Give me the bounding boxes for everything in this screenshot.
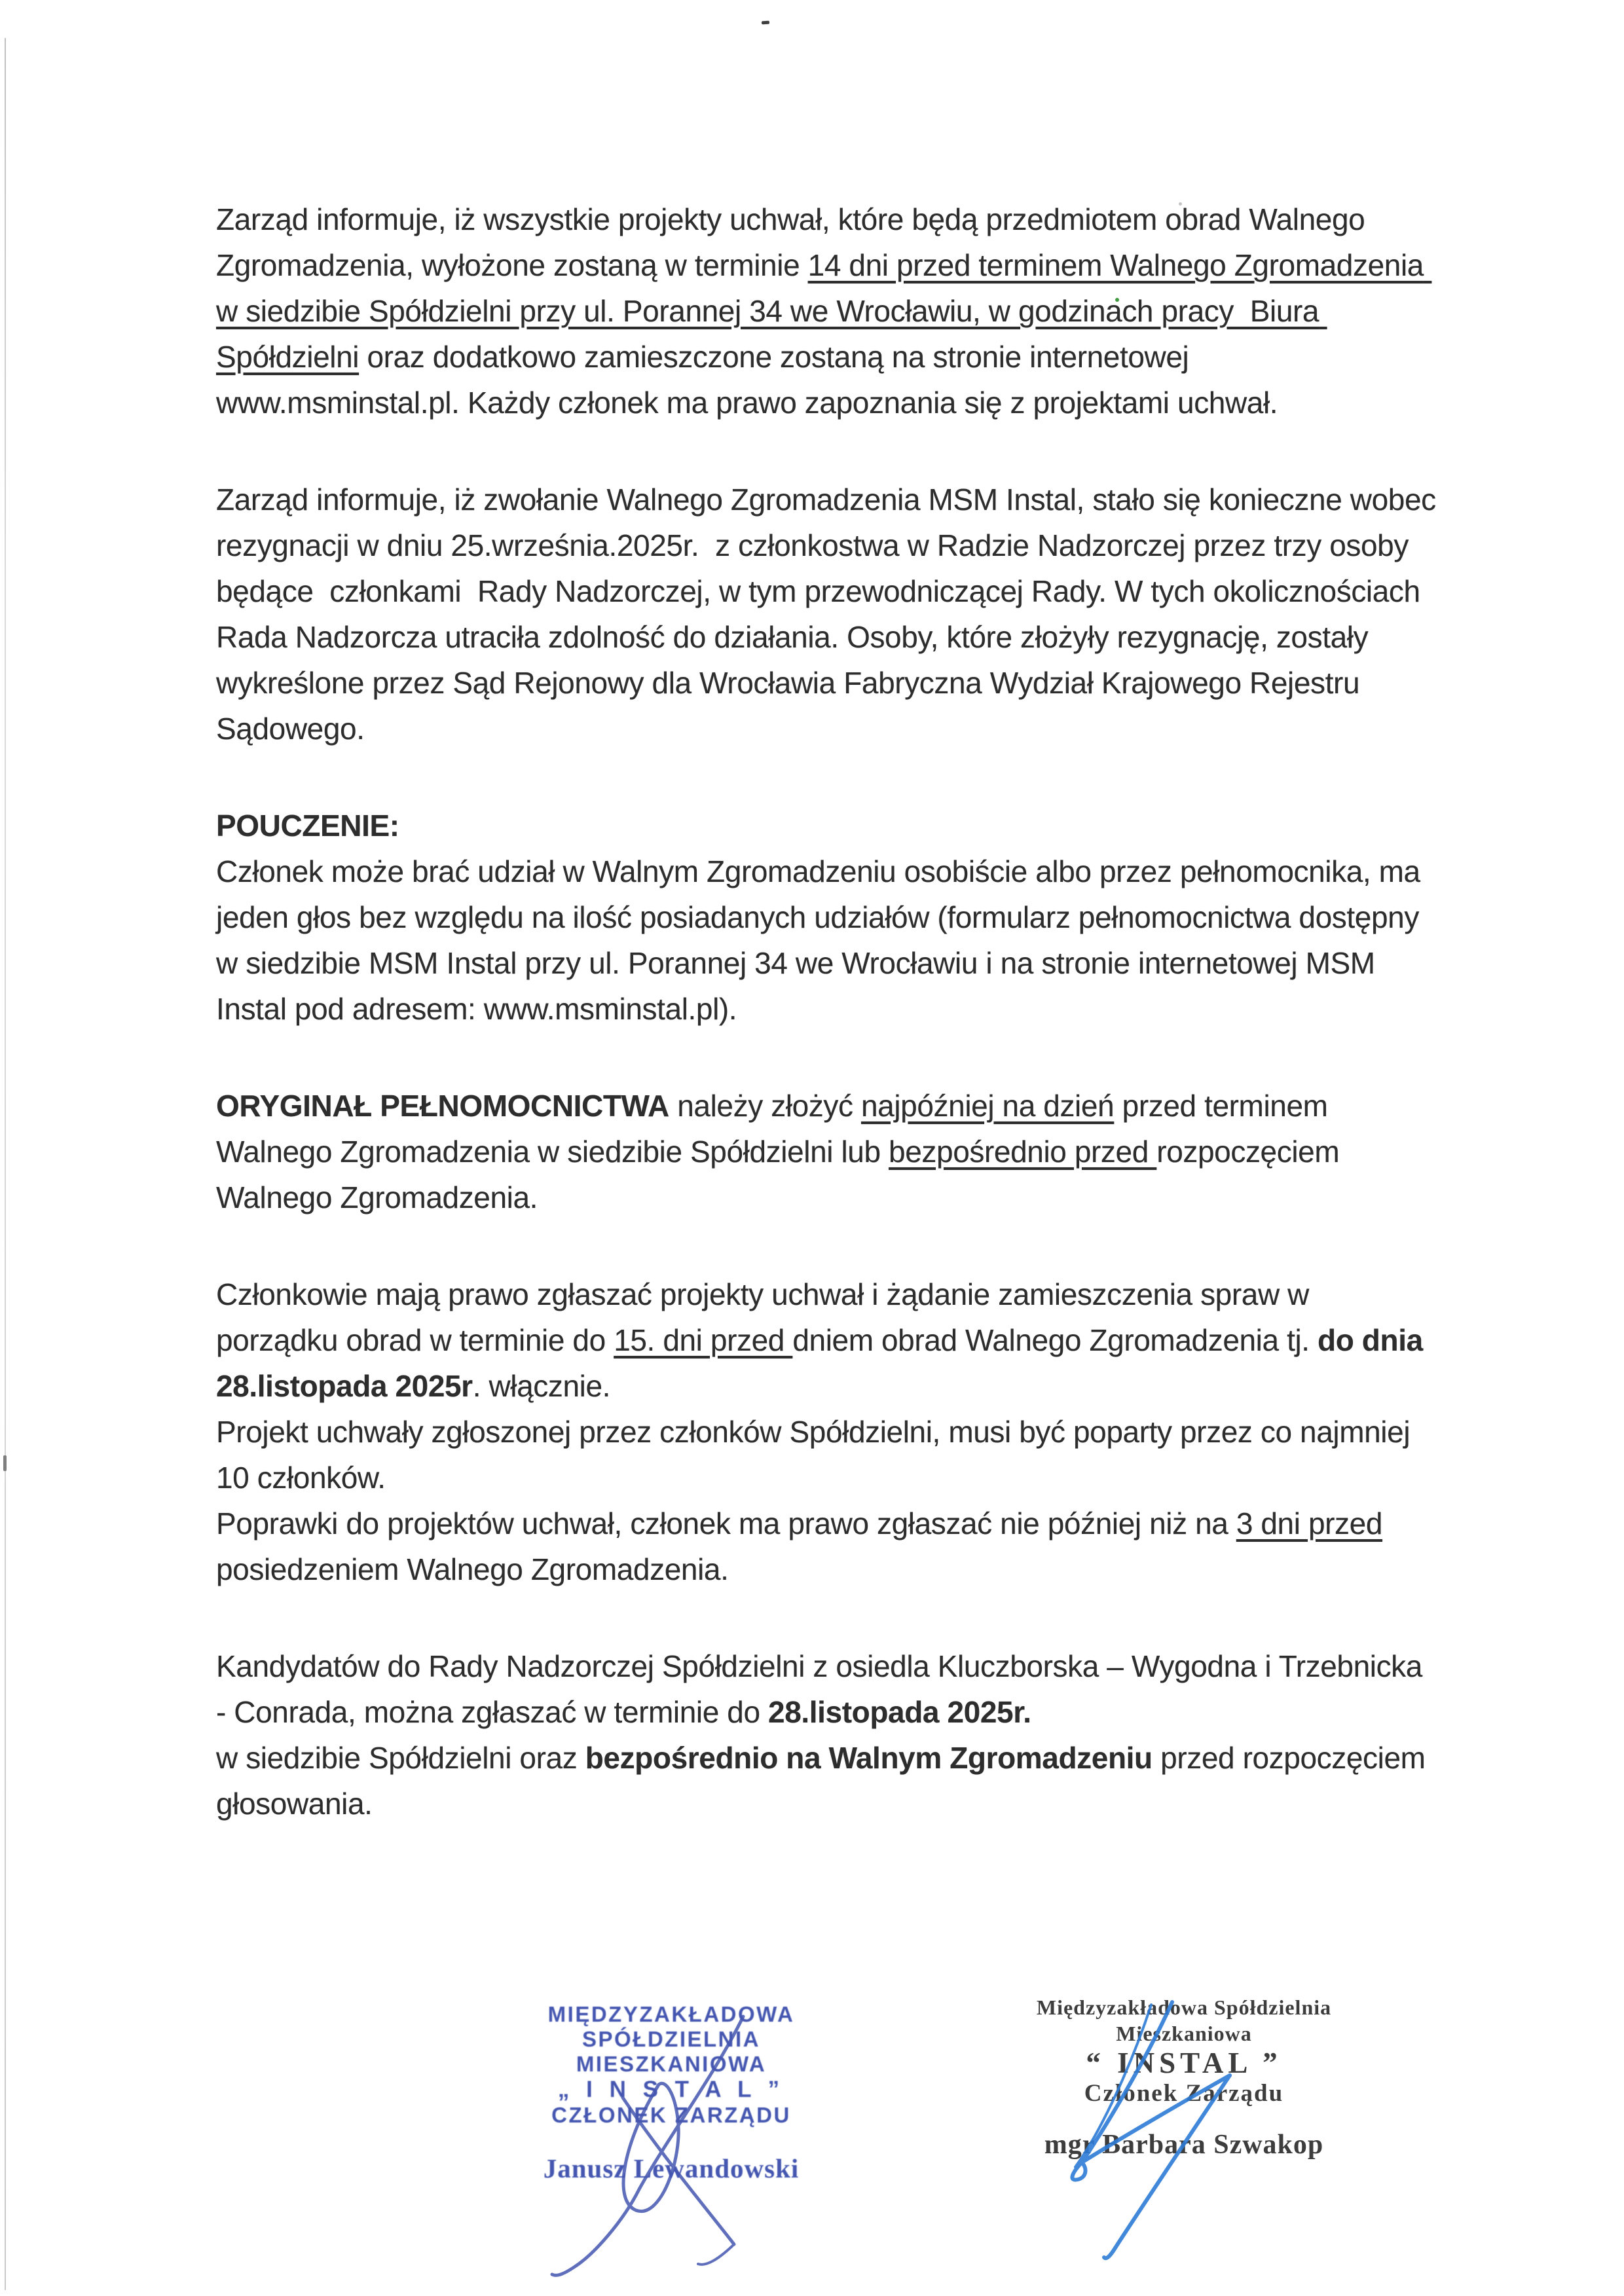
- text-run: bezpośrednio na Walnym Zgromadzeniu: [585, 1741, 1153, 1775]
- scan-speck: [762, 21, 769, 25]
- text-run: do dnia 28.listopada 2025r: [216, 1323, 1431, 1403]
- text-run: . włącznie.: [472, 1369, 611, 1403]
- text-run: Kandydatów do Rady Nadzorczej Spółdzielni z osiedla Kluczborska – Wygodna i Trzebnicka - Conrada, można zgłaszać w terminie do: [216, 1649, 1431, 1729]
- text-run: najpóźniej na dzień: [860, 1089, 1115, 1123]
- text-run: dniem obrad Walnego Zgromadzenia tj.: [792, 1323, 1318, 1357]
- text-run: przed terminem Walnego Zgromadzenia w siedzibie Spółdzielni lub: [216, 1089, 1336, 1169]
- text-run: Członkowie mają prawo zgłaszać projekty uchwał i żądanie zamieszczenia spraw w porządku obrad w terminie do: [216, 1277, 1318, 1357]
- signer-name: mgr Barbara Szwakop: [1044, 2130, 1324, 2160]
- paragraph-motions-deadline: [216, 1271, 1437, 1592]
- text-run: 15. dni przed: [614, 1323, 793, 1357]
- paragraph-proxy-original: [216, 1083, 1437, 1220]
- paragraph-projects-display: [216, 196, 1437, 426]
- text-run: rozpoczęciem Walnego Zgromadzenia.: [216, 1135, 1348, 1214]
- stamp-line: MIĘDZYZAKŁADOWA: [547, 2002, 795, 2026]
- text-run: w siedzibie Spółdzielni oraz: [216, 1741, 585, 1775]
- stamp-line: „ I N S T A L ”: [557, 2077, 785, 2102]
- text-run: posiedzeniem Walnego Zgromadzenia.: [216, 1506, 1391, 1586]
- text-run: oraz dodatkowo zamieszczone zostaną na stronie internetowej www.msminstal.pl. Każdy członek ma prawo zapoznania się z projektami uchwał.: [216, 340, 1278, 420]
- right-company-stamp: [974, 1994, 1393, 2160]
- stamp-line: CZŁONEK ZARZĄDU: [551, 2103, 791, 2127]
- text-run: Projekt uchwały zgłoszonej przez członków Spółdzielni, musi być poparty przez co najmniej 10 członków.: [216, 1415, 1418, 1495]
- stamp-line: Członek Zarządu: [1084, 2080, 1284, 2107]
- paragraph-convocation-reason: [216, 477, 1445, 752]
- text-run: bezpośrednio przed: [889, 1135, 1157, 1169]
- signer-name: Janusz Lewandowski: [543, 2153, 800, 2183]
- text-run: 3 dni przed: [1236, 1506, 1383, 1540]
- text-run: ORYGINAŁ PEŁNOMOCNICTWA: [216, 1089, 669, 1123]
- text-run: Członek może brać udział w Walnym Zgromadzeniu osobiście albo przez pełnomocnika, ma jeden głos bez względu na ilość posiadanych udziałów (formularz pełnomocnictwa dostępny w siedzibie MSM Instal przy ul. Porannej 34 we Wrocławiu i na stronie internetowej MSM Instal pod adresem: www.msminstal.pl).: [216, 854, 1429, 1026]
- text-run: Poprawki do projektów uchwał, członek ma prawo zgłaszać nie później niż na: [216, 1506, 1236, 1540]
- text-run: Zarząd informuje, iż zwołanie Walnego Zgromadzenia MSM Instal, stało się konieczne wobec rezygnacji w dniu 25.września.2025r. z członkostwa w Radzie Nadzorczej przez trzy osoby będące członkami Rady Nadzorczej, w tym przewodniczącej Rady. W tych okolicznościach Rada Nadzorcza utraciła zdolność do działania. Osoby, które złożyły rezygnację, zostały wykreślone przez Sąd Rejonowy dla Wrocławia Fabryczna Wydział Krajowego Rejestru Sądowego.: [216, 483, 1445, 746]
- pouczenie-heading: [216, 803, 1437, 848]
- text-run: przed rozpoczęciem głosowania.: [216, 1741, 1433, 1821]
- document-body: [216, 196, 1445, 1878]
- stamp-line: Międzyzakładowa Spółdzielnia Mieszkaniowa: [1036, 1995, 1332, 2045]
- scan-edge-smudge: [3, 1455, 7, 1471]
- text-run: 28.listopada 2025r.: [768, 1695, 1031, 1729]
- text-run: należy złożyć: [669, 1089, 861, 1123]
- stamp-line: “ INSTAL ”: [1086, 2047, 1282, 2079]
- text-run: Zarząd informuje, iż wszystkie projekty uchwał, które będą przedmiotem obrad Walnego Zgromadzenia, wyłożone zostaną w terminie: [216, 202, 1373, 282]
- text-run: POUCZENIE:: [216, 809, 399, 843]
- scan-edge-artifact: [5, 38, 6, 2290]
- left-company-stamp: [488, 2002, 855, 2184]
- paragraph-pouczenie-body: [216, 848, 1437, 1032]
- stamp-line: SPÓŁDZIELNIA MIESZKANIOWA: [576, 2027, 767, 2076]
- text-run: 14 dni przed terminem Walnego Zgromadzenia w siedzibie Spółdzielni przy ul. Porannej 34 we Wrocławiu, w godzinach pracy Biura Spółdzielni: [216, 248, 1432, 374]
- paragraph-candidates: [216, 1643, 1437, 1827]
